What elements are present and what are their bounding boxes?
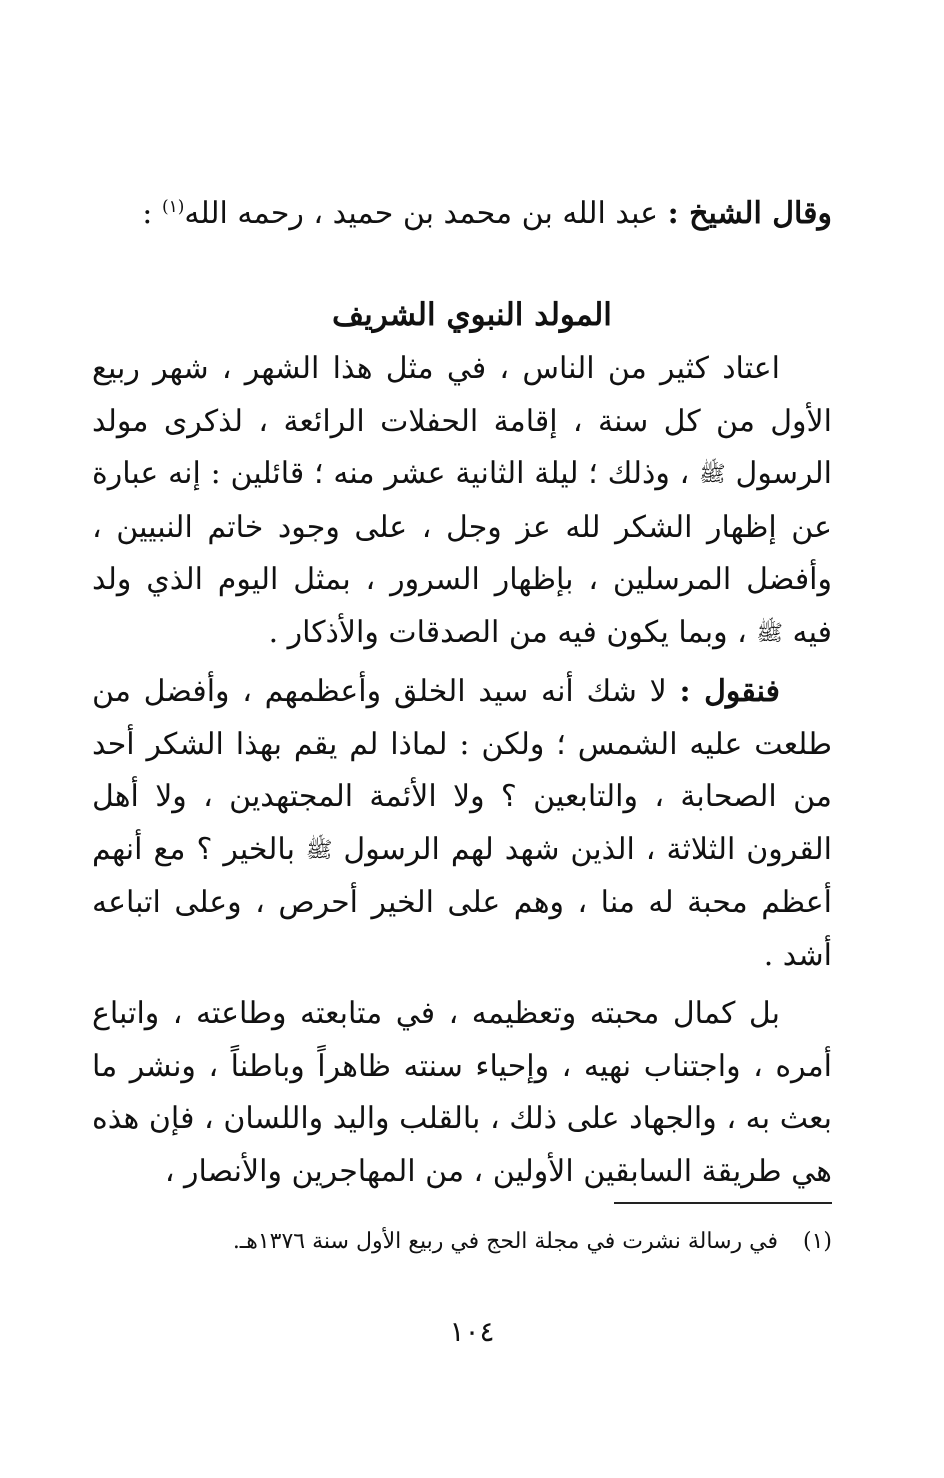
pbuh-ligature-icon: ﷺ xyxy=(756,620,783,646)
paragraph-2-part-a: لا شك أنه سيد الخلق وأعظمهم ، وأفضل من طلعت عليه الشمس ؛ ولكن : لماذا لم يقم بهذا الشكر أحد من الصحابة ، والتابعين ؟ ولا الأئمة المجتهدين ، ولا أهل القرون الثلاثة ، الذين شهد لهم الرسول xyxy=(92,674,832,867)
footnote-text: في رسالة نشرت في مجلة الحج في ربيع الأول سنة ١٣٧٦هـ. xyxy=(232,1229,778,1254)
intro-lead: وقال الشيخ : xyxy=(667,196,832,231)
footnote-separator xyxy=(614,1202,832,1204)
paragraph-1-part-a: اعتاد كثير من الناس ، في مثل هذا الشهر ، شهر ربيع الأول من كل سنة ، إقامة الحفلات الرائعة ، لذكرى مولد الرسول xyxy=(92,351,833,491)
paragraph-1-part-b: ، وذلك ؛ ليلة الثانية عشر منه ؛ قائلين : إنه عبارة عن إظهار الشكر لله عز وجل ، على وجود خاتم النبيين ، وأفضل المرسلين ، بإظهار السرور ، بمثل اليوم الذي ولد فيه xyxy=(92,456,832,650)
pbuh-ligature-icon: ﷺ xyxy=(305,837,333,863)
paragraph-3: بل كمال محبته وتعظيمه ، في متابعته وطاعته ، واتباع أمره ، واجتناب نهيه ، وإحياء سنته ظاهراً وباطناً ، ونشر ما بعث به ، والجهاد على ذلك ، بالقلب واليد واللسان ، فإن هذه هي طريقة السابقين الأولين ، من المهاجرين والأنصار ، xyxy=(92,996,832,1189)
paragraph-2-lead: فنقول : xyxy=(679,674,780,709)
intro-text: عبد الله بن محمد بن حميد ، رحمه الله xyxy=(184,196,659,231)
intro-line xyxy=(92,188,832,240)
paragraph-1-part-c: ، وبما يكون فيه من الصدقات والأذكار . xyxy=(268,614,757,650)
section-heading: المولد النبوي الشريف xyxy=(332,297,612,333)
paragraph-1 xyxy=(92,343,832,660)
body-text xyxy=(92,343,832,1198)
paragraph-2-part-b: بالخير ؟ مع أنهم أعظم محبة له منا ، وهم على الخير أحرص ، وعلى اتباعه أشد . xyxy=(92,831,832,973)
footnote-marker: (١) xyxy=(802,1229,832,1254)
page-number: ١٠٤ xyxy=(449,1315,495,1348)
intro-end: : xyxy=(142,196,162,231)
footnote xyxy=(92,1222,832,1262)
pbuh-ligature-icon: ﷺ xyxy=(699,462,726,487)
paragraph-2 xyxy=(92,666,832,982)
footnote-reference[interactable]: (١) xyxy=(161,197,185,217)
